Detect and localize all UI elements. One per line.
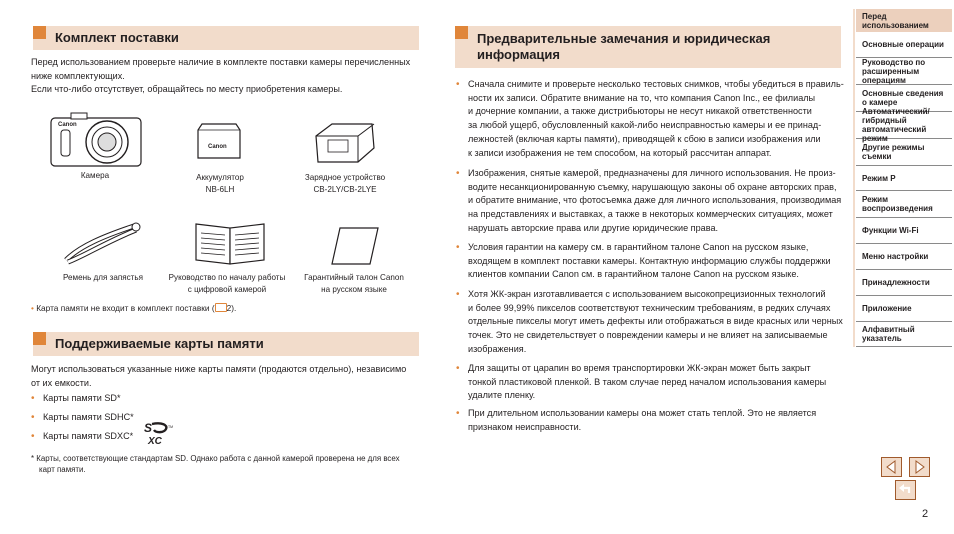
section-marker — [33, 332, 46, 345]
kit-section-header — [33, 26, 419, 50]
camera-illustration — [49, 110, 145, 168]
card-list-item: • Карты памяти SD* — [31, 393, 121, 404]
nav-item-playback[interactable]: Режим воспроизведения — [856, 191, 952, 218]
battery-illustration — [196, 120, 242, 162]
book-icon — [215, 303, 227, 312]
battery-brand: Canon — [208, 144, 227, 150]
kit-item-camera: Камера — [80, 171, 110, 180]
charger-illustration — [312, 118, 378, 166]
nav-item-before-use[interactable]: Перед использованием — [856, 9, 952, 32]
arrow-right-icon — [910, 458, 929, 476]
nav-item-other-modes[interactable]: Другие режимы съемки — [856, 139, 952, 166]
return-button[interactable] — [895, 480, 916, 500]
cards-intro: Могут использоваться указанные ниже карты памяти (продаются отдельно), независимо от их емкости. — [31, 364, 407, 388]
legal-bullet: • Изображения, снятые камерой, предназначены для личного использования. Не произ- водите несанкционированную съемку, нарушающую законы об охране авторских прав, и обратите внимание, что фотосъемка даже для личного использования, производимая на представлениях и выставках, а также в некоторых коммерческих ситуациях, может нарушать авторские права или другие юридические права. — [456, 168, 842, 233]
nav-item-basic-operations[interactable]: Основные операции — [856, 32, 952, 58]
nav-item-p-mode[interactable]: Режим P — [856, 166, 952, 191]
cards-section-header — [33, 332, 419, 356]
cards-title: Поддерживаемые карты памяти — [55, 336, 264, 351]
svg-text:S: S — [144, 421, 153, 435]
kit-item-strap: Ремень для запястья — [63, 273, 143, 282]
nav-item-setup-menu[interactable]: Меню настройки — [856, 244, 952, 270]
cards-footnote: * Карты, соответствующие стандартам SD. Однако работа с данной камерой проверена не для всех карт памяти. — [31, 454, 400, 474]
sdxc-logo — [142, 421, 176, 445]
nav-item-index[interactable]: Алфавитный указатель — [856, 322, 952, 347]
warranty-illustration — [330, 226, 380, 266]
kit-intro: Перед использованием проверьте наличие в комплекте поставки камеры перечисленных ниже комплектующих. Если что-либо отсутствует, обращайтесь по месту приобретения камеры. — [31, 57, 411, 95]
svg-text:TM: TM — [168, 425, 174, 429]
section-marker — [33, 26, 46, 39]
next-page-button[interactable] — [909, 457, 930, 477]
legal-bullet: • При длительном использовании камеры она может стать теплой. Это не является признаком неисправности. — [456, 408, 817, 432]
strap-illustration — [60, 220, 142, 266]
card-list-item: • Карты памяти SDHC* — [31, 412, 134, 423]
kit-title: Комплект поставки — [55, 30, 179, 45]
kit-item-battery: Аккумулятор NB-6LH — [196, 173, 244, 194]
svg-text:XC: XC — [148, 436, 162, 445]
legal-title: Предварительные замечания и юридическая информация — [477, 31, 771, 62]
camera-brand: Canon — [58, 122, 77, 128]
card-list-item: • Карты памяти SDXC* — [31, 431, 134, 442]
legal-bullet: • Условия гарантии на камеру см. в гарантийном талоне Canon на русском языке, входящем в комплект поставки камеры. Контактную информацию службы поддержки клиентов компании Canon см. в гарантийном талоне Canon на русском языке. — [456, 242, 831, 280]
nav-accent-bar — [853, 9, 855, 347]
note-page-link[interactable]: 2 — [226, 303, 232, 313]
legal-section-header — [455, 26, 841, 68]
kit-note: • Карта памяти не входит в комплект поставки ( 2). — [31, 303, 237, 313]
kit-item-charger: Зарядное устройство CB-2LY/CB-2LYE — [304, 173, 386, 194]
prev-page-button[interactable] — [881, 457, 902, 477]
nav-item-accessories[interactable]: Принадлежности — [856, 270, 952, 296]
arrow-left-icon — [882, 458, 901, 476]
return-icon — [896, 481, 915, 499]
section-marker — [455, 26, 468, 39]
nav-item-auto-mode[interactable]: Автоматический/гибридный автоматический режим — [856, 112, 952, 139]
kit-item-warranty: Гарантийный талон Canon на русском языке — [304, 273, 404, 294]
nav-item-advanced-guide[interactable]: Руководство по расширенным операциям — [856, 58, 952, 85]
nav-item-camera-basics[interactable]: Основные сведения о камере — [856, 85, 952, 112]
nav-item-wifi[interactable]: Функции Wi-Fi — [856, 218, 952, 244]
manual-illustration — [194, 218, 266, 266]
kit-item-manual: Руководство по началу работы с цифровой камерой — [168, 273, 286, 294]
legal-bullet: • Для защиты от царапин во время транспортировки ЖК-экран может быть закрыт тонкой пластиковой пленкой. В таком случае перед началом использования камеры удалите пленку. — [456, 363, 827, 401]
nav-item-appendix[interactable]: Приложение — [856, 296, 952, 322]
page-number: 2 — [922, 508, 929, 520]
legal-bullet: • Сначала снимите и проверьте несколько тестовых снимков, чтобы убедиться в правиль- ности их записи. Обратите внимание на то, что компания Canon Inc., ее филиалы и дочерние компании, а также дистрибьюторы не несут никакой ответственности за любой ущерб, обусловленный какой-либо неисправностью камеры и ее принад- лежностей (включая карты памяти), приводящей к сбою в записи изображения или к записи изображения не тем способом, на который рассчитан аппарат. — [456, 79, 844, 158]
legal-bullet: • Хотя ЖК-экран изготавливается с использованием высокопрецизионных технологий и более 99,99% пикселов соответствуют техническим требованиям, в редких случаях отдельные пикселы могут иметь дефекты или отображаться в виде красных или черных точек. Это не свидетельствует о повреждении камеры и не влияет на записываемые изображения. — [456, 289, 843, 354]
